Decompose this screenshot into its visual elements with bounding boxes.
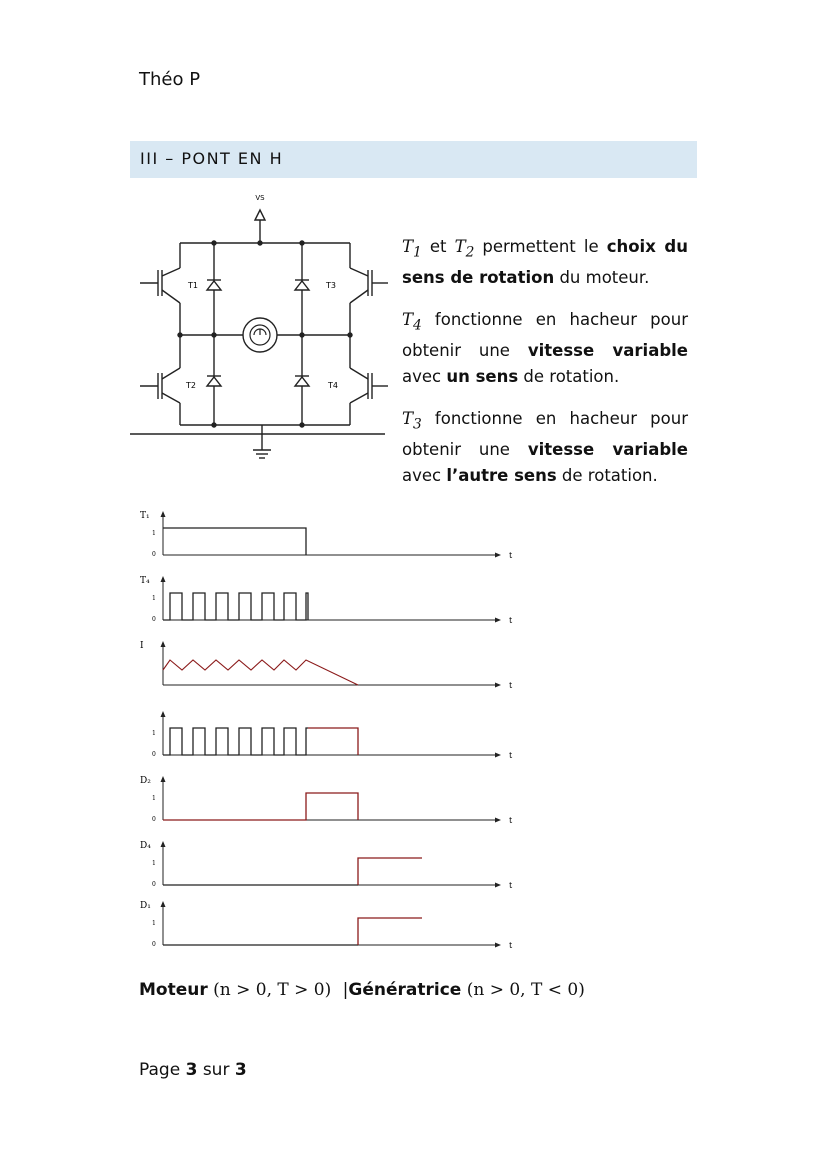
math-var: T: [402, 237, 414, 256]
desc-bold: un sens: [446, 367, 519, 387]
desc-text: fonctionne en hacheur pour obtenir une: [402, 409, 688, 460]
axis-arrow: [161, 901, 166, 907]
footer-page-word: Page: [139, 1060, 181, 1080]
caption: [139, 980, 585, 1000]
motor-condition: (n > 0, T > 0): [213, 980, 332, 1000]
label-t1: T1: [188, 281, 198, 290]
level-high-label: 1: [152, 920, 156, 927]
h-bridge-circuit: [130, 188, 390, 468]
supply-label: VS: [255, 194, 265, 202]
waveform-current: [163, 660, 358, 685]
page-footer: [139, 1060, 247, 1080]
row-label: T₄: [140, 576, 150, 586]
description-1: [402, 234, 688, 291]
footer-of-word: sur: [202, 1060, 230, 1080]
label-t3: T3: [326, 281, 336, 290]
generator-condition: (n > 0, T < 0): [466, 980, 585, 1000]
section-title: III – PONT EN H: [140, 149, 284, 168]
axis-arrow: [161, 711, 166, 717]
row-label: D₁: [140, 901, 151, 911]
row-label: I: [140, 641, 144, 651]
desc-text: avec: [402, 466, 447, 486]
label-t4: T4: [328, 381, 338, 390]
axis-t-label: t: [509, 941, 513, 950]
math-var: T: [402, 409, 414, 428]
description-3: [402, 406, 688, 489]
generator-label: Génératrice: [348, 980, 462, 1000]
math-sub: 4: [413, 317, 422, 334]
level-low-label: 0: [152, 616, 156, 623]
motor-label: Moteur: [139, 980, 208, 1000]
axis-t-label: t: [509, 551, 513, 560]
waveform-red: [358, 858, 422, 885]
desc-text: du moteur.: [554, 268, 650, 288]
level-low-label: 0: [152, 816, 156, 823]
level-high-label: 1: [152, 730, 156, 737]
level-high-label: 1: [152, 860, 156, 867]
motor-icon: [243, 318, 277, 352]
desc-text: avec: [402, 367, 447, 387]
math-var: T: [402, 310, 414, 329]
level-low-label: 0: [152, 551, 156, 558]
axis-arrow: [495, 553, 501, 558]
desc-bold: choix du sens de rotation: [402, 237, 688, 288]
axis-arrow: [161, 841, 166, 847]
desc-text: et: [421, 237, 455, 256]
author-name: Théo P: [139, 69, 201, 90]
axis-arrow: [495, 943, 501, 948]
desc-bold: vitesse variable: [527, 440, 688, 460]
waveform: [163, 728, 308, 755]
axis-t-label: t: [509, 816, 513, 825]
desc-text: de rotation.: [556, 466, 658, 486]
footer-page-number: 3: [185, 1060, 198, 1080]
axis-arrow: [161, 776, 166, 782]
waveform-red: [358, 918, 422, 945]
timing-diagrams: [130, 500, 550, 970]
axis-t-label: t: [509, 681, 513, 690]
math-sub: 1: [413, 244, 422, 261]
math-sub: 3: [413, 416, 422, 433]
desc-bold: l’autre sens: [446, 466, 557, 486]
level-low-label: 0: [152, 751, 156, 758]
footer-page-total: 3: [234, 1060, 247, 1080]
waveform: [163, 593, 308, 620]
axis-arrow: [161, 511, 166, 517]
separator: |: [342, 980, 349, 1000]
description-2: [402, 307, 688, 390]
axis-arrow: [495, 683, 501, 688]
level-high-label: 1: [152, 795, 156, 802]
desc-text: permettent le: [474, 237, 607, 256]
row-label: T₁: [140, 511, 150, 521]
axis-t-label: t: [509, 751, 513, 760]
axis-arrow: [495, 618, 501, 623]
axis-arrow: [495, 818, 501, 823]
label-t2: T2: [186, 381, 196, 390]
math-var: T: [454, 237, 466, 256]
level-low-label: 0: [152, 881, 156, 888]
row-label: D₂: [140, 776, 151, 786]
level-high-label: 1: [152, 530, 156, 537]
row-label: D₄: [140, 841, 151, 851]
waveform: [163, 528, 306, 555]
section-header: [130, 141, 697, 178]
axis-arrow: [161, 641, 166, 647]
waveform-red: [163, 793, 358, 820]
level-low-label: 0: [152, 941, 156, 948]
math-sub: 2: [465, 244, 475, 261]
axis-t-label: t: [509, 616, 513, 625]
axis-arrow: [495, 883, 501, 888]
axis-arrow: [495, 753, 501, 758]
waveform-red: [308, 728, 358, 755]
level-high-label: 1: [152, 595, 156, 602]
desc-bold: vitesse variable: [527, 341, 688, 361]
axis-arrow: [161, 576, 166, 582]
axis-t-label: t: [509, 881, 513, 890]
desc-text: fonctionne en hacheur pour obtenir une: [402, 310, 688, 361]
desc-text: de rotation.: [518, 367, 620, 387]
